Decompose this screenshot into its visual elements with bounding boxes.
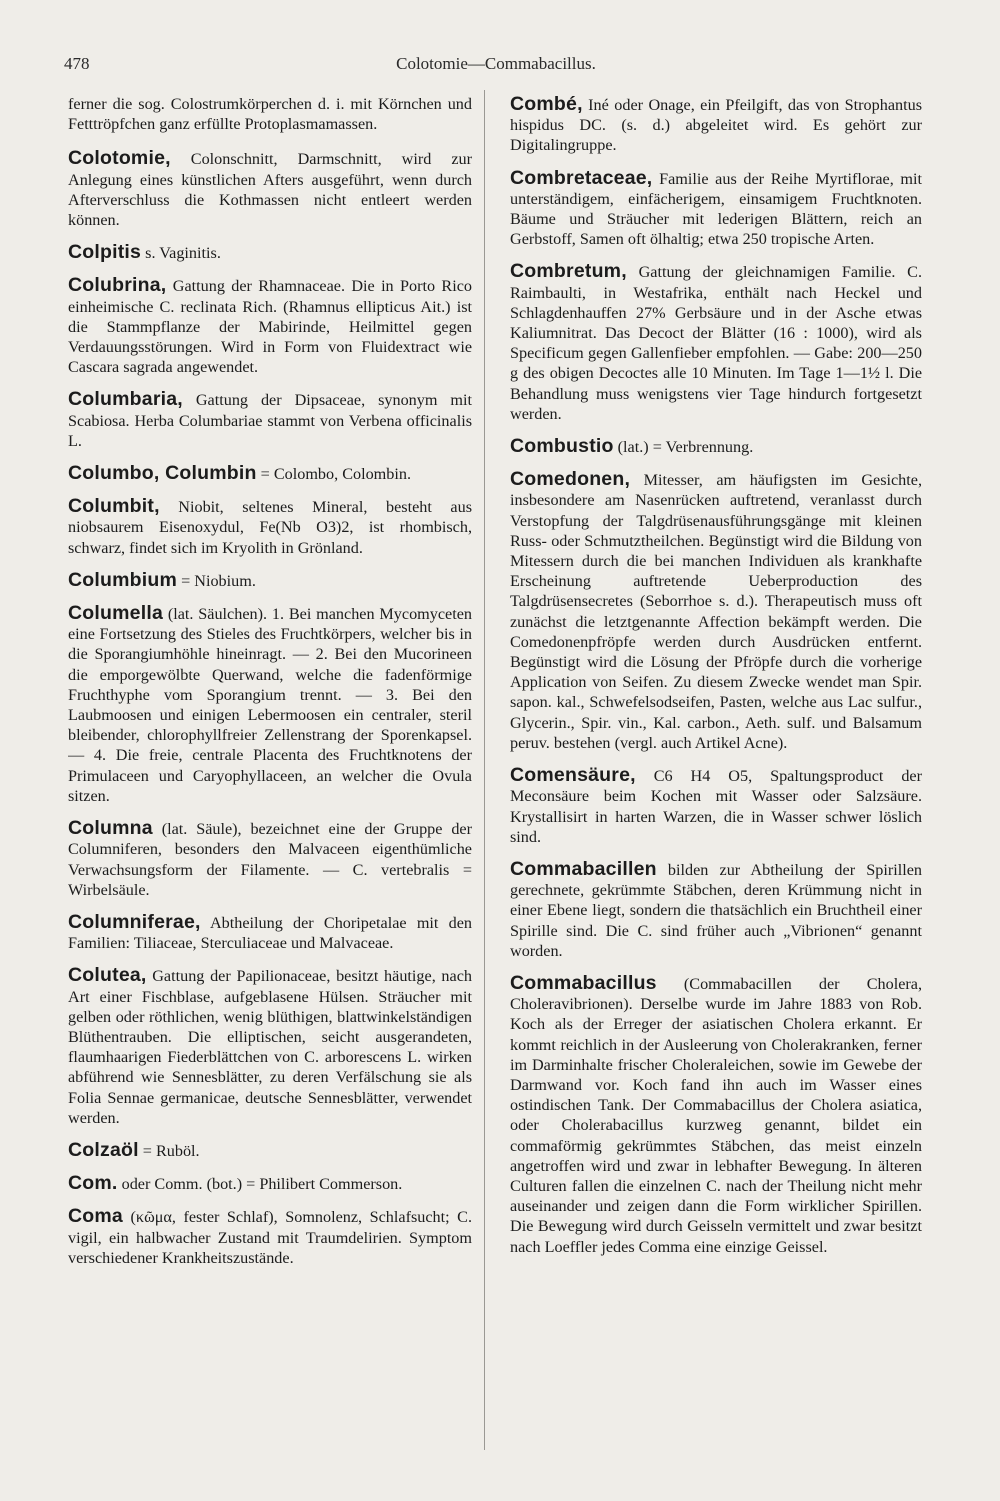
dictionary-entry (510, 973, 922, 1257)
entry-text: (Commabacillen der Cholera, Choleravibrionen). Derselbe wurde im Jahre 1883 von Rob. Koch als der Erreger der asiatischen Cholera erkannt. Er kommt reichlich in der Ausleerung von Cholerakranken, ferner im Darminhalte frischer Choleraleichen, sowie im Gewebe der Darmwand vor. Koch fand ihn auch im Wasser eines ostindischen Tank. Der Commabacillus der Cholera asiatica, oder Cholerabacillus kurzweg genannt, bildet ein commaförmig gekrümmtes Stäbchen, das meist einzeln angetroffen wird und zwar in lebhafter Bewegung. In älteren Culturen fallen die einzelnen C. nach der Theilung nicht mehr auseinander und zeigen dann die Form wirklicher Spirillen. Die Bewegung wird durch Geisseln vermittelt und zwar besitzt nach Loeffler jedes Comma eine einzige Geissel. (510, 974, 922, 1256)
dictionary-entry (68, 242, 472, 263)
entry-headword: Columella (68, 602, 163, 625)
dictionary-entry (68, 603, 472, 806)
entry-headword: Combretum, (510, 260, 627, 283)
dictionary-entry (510, 436, 922, 457)
entry-text: Familie aus der Reihe Myrtiflorae, mit unterständigem, einfächerigem, einsamigem Fruchtknoten. Bäume und Sträucher mit lederigen Blättern, reich an Gerbstoff, Samen oft ölhaltig; etwa 250 tropische Arten. (510, 169, 922, 249)
entry-text: Colonschnitt, Darmschnitt, wird zur Anlegung eines künstlichen Afters ausgeführt, wenn durch Afterverschluss die Kothmassen nicht entleert werden können. (68, 150, 472, 230)
dictionary-entry (68, 496, 472, 558)
entry-text: Niobit, seltenes Mineral, besteht aus niobsaurem Eisenoxydul, Fe(Nb O3)2, ist rhombisch, schwarz, findet sich im Kryolith in Grönland. (68, 498, 472, 557)
dictionary-entry (68, 570, 472, 591)
entry-headword: Comedonen, (510, 468, 631, 491)
entry-text: Abtheilung der Choripetalae mit den Familien: Tiliaceae, Sterculiaceae und Malvaceae. (68, 913, 472, 953)
entry-headword: Colpitis (68, 241, 142, 264)
right-column (510, 94, 922, 1464)
entry-headword: Com. (68, 1172, 118, 1195)
dictionary-entry (68, 818, 472, 900)
entry-text: ferner die sog. Colostrumkörperchen d. i. mit Körnchen und Fetttröpfchen ganz erfüllte Protoplasmamassen. (68, 95, 472, 134)
dictionary-entry (510, 261, 922, 424)
page-header (64, 50, 928, 80)
entry-headword: Colotomie, (68, 147, 171, 170)
entry-text: Gattung der Rhamnaceae. Die in Porto Rico einheimische C. reclinata Rich. (Rhamnus ellipticus Ait.) ist die Stammpflanze der Mabirinde, Heilmittel gegen Verdauungsstörungen. Wird in Form von Fluidextract wie Cascara sagrada angewendet. (68, 277, 472, 377)
entry-headword: Coma (68, 1205, 123, 1228)
entry-headword: Columbium (68, 568, 178, 591)
entry-text: (lat. Säule), bezeichnet eine der Gruppe der Columniferen, besonders den Malvaceen eigenthümliche Verwachsungsform der Filamente. — C. vertebralis = Wirbelsäule. (68, 820, 472, 899)
entry-text: Gattung der Dipsaceae, synonym mit Scabiosa. Herba Columbariae stammt von Verbena officinalis L. (68, 391, 472, 450)
entry-text: s. Vaginitis. (145, 244, 221, 263)
entry-headword: Commabacillus (510, 971, 657, 994)
entry-text: (lat. Säulchen). 1. Bei manchen Mycomyceten eine Fortsetzung des Stieles des Fruchtkörpers, welcher bis in die Sporangiumhöhle hineinragt. — 2. Bei den Mucorineen die emporgewölbte Querwand, welche die fadenförmige Fruchthyphe vom Sporangium trennt. — 3. Bei den Laubmoosen und einigen Lebermoosen ein centraler, steril bleibender, chlorophyllfreier Zellenstrang der Sporenkapsel. — 4. Die freie, centrale Placenta des Fruchtknotens der Primulaceen und Caryophyllaceen, an welcher die Ovula sitzen. (68, 605, 472, 805)
dictionary-entry (68, 275, 472, 377)
entry-text: Iné oder Onage, ein Pfeilgift, das von Strophantus hispidus DC. (s. d.) abgeleitet wird. Es gehört zur Digitalingruppe. (510, 96, 922, 155)
entry-text: Gattung der gleichnamigen Familie. C. Raimbaulti, in Westafrika, enthält nach Heckel und Schlagdenhauffen 27% Gerbsäure und in der Asche etwas Kaliumnitrat. Das Decoct der Blätter (16 : 1000), wird als Specificum gegen Gallenfieber empfohlen. — Gabe: 200—250 g des obigen Decoctes alle 10 Minuten. Im Tage 1—1½ l. Die Behandlung muss wenigstens vier Tage hindurch fortgesetzt werden. (510, 263, 922, 423)
entry-headword: Commabacillen (510, 857, 657, 880)
entry-text: = Niobium. (181, 571, 256, 590)
entry-headword: Combustio (510, 435, 614, 458)
dictionary-entry (68, 1173, 472, 1194)
column-divider (484, 90, 485, 1450)
entry-headword: Columniferae, (68, 910, 201, 933)
entry-text: = Ruböl. (142, 1141, 200, 1160)
entry-headword: Columbaria, (68, 388, 183, 411)
entry-text: (lat.) = Verbrennung. (617, 438, 754, 457)
dictionary-entry (510, 168, 922, 250)
entry-text: = Colombo, Colombin. (260, 465, 412, 484)
dictionary-entry (68, 912, 472, 953)
dictionary-entry (68, 389, 472, 451)
entry-text: Gattung der Papilionaceae, besitzt häutige, nach Art einer Fischblase, aufgeblasene Hülsen. Sträucher mit gelben oder röthlichen, wenig blüthigen, blattwinkelständigen Blüthentrauben. Die elliptischen, seicht ausgerandeten, flaumhaarigen Fiederblättchen von C. arborescens L. wirken abführend wie Sennesblätter, zu deren Verfälschung sie als Folia Sennae germanicae, deutsche Sennesblätter, verwendet werden. (68, 967, 472, 1127)
dictionary-entry (510, 94, 922, 156)
entry-text: Mitesser, am häufigsten im Gesichte, insbesondere am Nasenrücken auftretend, veranlasst durch Verstopfung der Talgdrüsenausführungsgänge mit kleinen Russ- oder Schmutztheilchen. Begünstigt wird die Bildung von Mitessern durch die bei manchen Individuen als krankhafte Erscheinung auftretende Ueberproduction des Talgdrüsensecretes (Seborrhoe s. d.). Therapeutisch muss oft zunächst die letztgenannte Affection bekämpft werden. Die Comedonenpfröpfe werden durch Ausdrücken entfernt. Begünstigt wird die Lösung der Pfröpfe durch die vorherige Application von Seifen. Zu diesem Zwecke wendet man Spir. sapon. kal., Schwefelsodseifen, Pasten, welche aus Lac sulfur., Glycerin., Spir. vin., Kal. carbon., Aeth. sulf. und Balsamum peruv. bestehen (vergl. auch Artikel Acne). (510, 471, 922, 752)
entry-headword: Colutea, (68, 964, 147, 987)
entry-headword: Comensäure, (510, 764, 636, 787)
entry-headword: Colzaöl (68, 1138, 139, 1161)
dictionary-entry (510, 859, 922, 961)
dictionary-entry (68, 148, 472, 230)
dictionary-entry (510, 765, 922, 847)
dictionary-entry (68, 94, 472, 134)
entry-headword: Columna (68, 817, 153, 840)
dictionary-entry (68, 965, 472, 1128)
running-head: Colotomie—Commabacillus. (396, 54, 596, 73)
dictionary-entry (68, 1140, 472, 1161)
entry-text: C6 H4 O5, Spaltungsproduct der Meconsäure beim Kochen mit Wasser oder Salzsäure. Krystallisirt in harten Warzen, die in Wasser schwer löslich sind. (510, 767, 922, 846)
entry-text: (κῶμα, fester Schlaf), Somnolenz, Schlafsucht; C. vigil, ein halbwacher Zustand mit Traumdelirien. Symptom verschiedener Krankheitszustände. (68, 1208, 472, 1267)
dictionary-entry (68, 463, 472, 484)
entry-headword: Columbo, Columbin (68, 462, 257, 485)
entry-headword: Combé, (510, 94, 583, 115)
entry-headword: Colubrina, (68, 274, 167, 297)
page-number: 478 (64, 54, 90, 73)
entry-text: oder Comm. (bot.) = Philibert Commerson. (121, 1175, 403, 1194)
dictionary-entry (68, 1206, 472, 1268)
dictionary-entry (510, 469, 922, 753)
entry-text: bilden zur Abtheilung der Spirillen gerechnete, gekrümmte Stäbchen, deren Krümmung nicht in einer Ebene liegt, sondern die thatsächlich ein Bruchtheil einer Spirille sind. Die C. sind früher auch „Vibrionen“ genannt worden. (510, 860, 922, 960)
entry-headword: Columbit, (68, 495, 160, 518)
entry-headword: Combretaceae, (510, 166, 653, 189)
left-column (68, 94, 472, 1464)
